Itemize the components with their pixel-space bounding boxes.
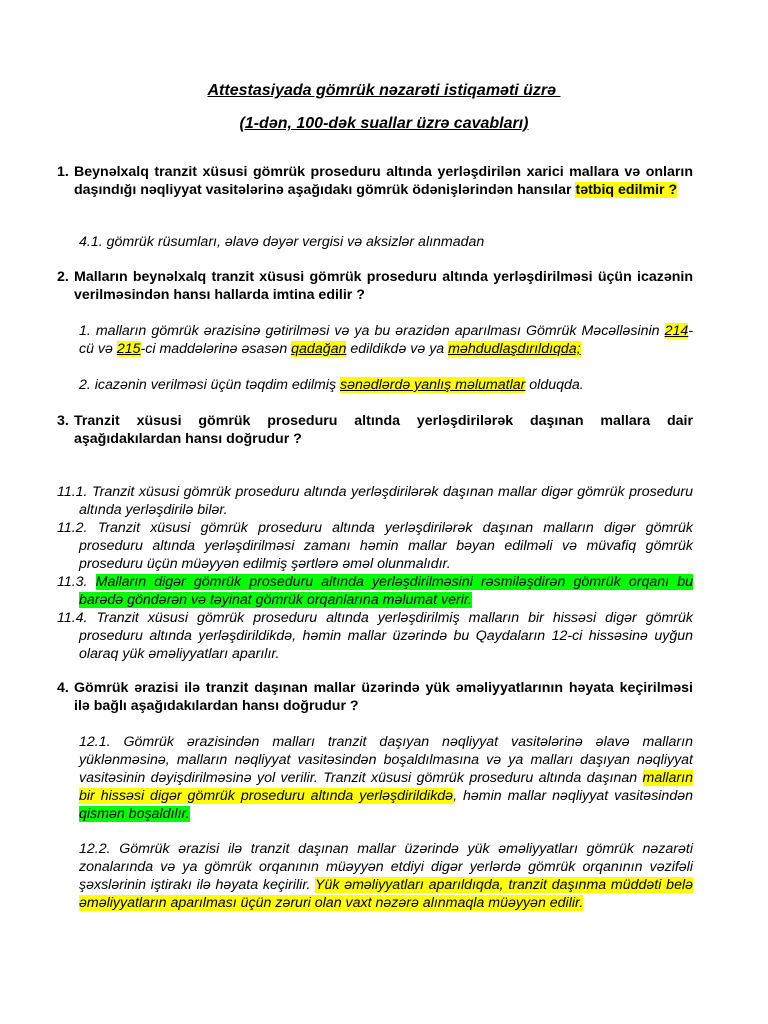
item-number: 11.3. — [57, 574, 88, 590]
answer-text: , həmin mallar nəqliyyat vasitəsindən — [453, 788, 693, 804]
question-number: 1. — [57, 164, 69, 180]
list-item — [57, 609, 693, 663]
answer-4-1 — [79, 733, 693, 823]
answer-1: 4.1. gömrük rüsumları, əlavə dəyər vergisi və aksizlər alınmadan — [79, 234, 485, 250]
item-number: 11.1. — [57, 484, 88, 500]
answer-highlight: sənədlərdə yanlış məlumatlar — [340, 377, 526, 393]
answer-highlight-green: qismən boşaldılır. — [79, 806, 190, 822]
question-1 — [57, 163, 693, 199]
answer-text: 1. malların gömrük ərazisinə gətirilməsi və ya bu ərazidən aparılması Gömrük Məcəlləsinin — [79, 323, 665, 339]
answer-text: olduqda. — [525, 377, 584, 393]
answer-list-3 — [57, 483, 693, 663]
answer-text: edildikdə və ya — [346, 341, 449, 357]
question-number: 3. — [57, 413, 69, 429]
answer-text: 2. icazənin verilməsi üçün təqdim edilmiş — [79, 377, 341, 393]
item-text: Tranzit xüsusi gömrük proseduru altında yerləşdirilərək daşınan mallar digər gömrük proseduru altında yerləşdirilə bilər. — [79, 484, 693, 518]
list-item — [57, 483, 693, 519]
document-title: Attestasiyada gömrük nəzarəti istiqaməti üzrə — [207, 82, 561, 99]
item-text: Tranzit xüsusi gömrük proseduru altında yerləşdirilmiş malların bir hissəsi digər gömrük proseduru altında yerləşdirildikdə, həmin mallar üzərində bu Qaydaların 12-ci hissəsinə uyğun olaraq yük əməliyyatları aparılır. — [79, 610, 693, 662]
list-item — [57, 519, 693, 573]
answer-highlight: malların bir hissəsi digər gömrük proseduru altında yerləşdirildikdə — [79, 770, 693, 804]
document-subtitle: (1-dən, 100-dək suallar üzrə cavabları) — [239, 115, 529, 132]
answer-4-2 — [79, 840, 693, 912]
question-text: Malların beynəlxalq tranzit xüsusi gömrük proseduru altında yerləşdirilməsi üçün icazənin verilməsindən hansı hallarda imtina edilir ? — [74, 269, 693, 303]
item-number: 11.4. — [57, 610, 88, 626]
question-3 — [57, 412, 693, 448]
question-text: Tranzit xüsusi gömrük proseduru altında yerləşdirilərək daşınan mallara dair aşağıdakılardan hansı doğrudur ? — [74, 413, 693, 447]
answer-highlight: 214 — [664, 323, 689, 339]
item-text: Tranzit xüsusi gömrük proseduru altında yerləşdirilərək daşınan malların digər gömrük proseduru altında yerləşdirilməsi zamanı həmin mallar bəyan edilməli və müvafiq gömrük proseduru üçün müəyyən edilmiş şərtlərə əməl olunmalıdır. — [79, 520, 693, 572]
answer-text: 12.2. Gömrük ərazisi ilə tranzit daşınan mallar üzərində yük əməliyyatları gömrük nəzarəti zonalarında və ya gömrük orqanının müəyyən etdiyi digər yerlərdə gömrük orqanının vəzifəli şəxslərinin iştirakı ilə həyata keçirilir. — [79, 841, 693, 893]
question-number: 2. — [57, 269, 69, 285]
question-text: Gömrük ərazisi ilə tranzit daşınan mallar üzərində yük əməliyyatlarının həyata keçirilməsi ilə bağlı aşağıdakılardan hansı doğrudur ? — [74, 680, 693, 714]
question-text-plain: Beynəlxalq tranzit xüsusi gömrük proseduru altında yerləşdirilən xarici mallara və onların daşındığı nəqliyyat vasitələrinə aşağıdakı gömrük ödənişlərindən hansılar — [74, 164, 693, 198]
question-2 — [57, 268, 693, 304]
answer-2-2 — [79, 376, 693, 394]
item-text-highlight: Malların digər gömrük proseduru altında yerləşdirilməsini rəsmiləşdirən gömrük orqanı bu barədə göndərən və təyinat gömrük orqanlarına məlumat verir. — [79, 574, 693, 608]
question-number: 4. — [57, 680, 69, 696]
list-item — [57, 573, 693, 609]
answer-highlight: 215 — [116, 341, 141, 357]
answer-text: -cü və — [79, 323, 693, 357]
item-number: 11.2. — [57, 520, 88, 536]
answer-2-1 — [79, 322, 693, 358]
question-4 — [57, 679, 693, 715]
answer-highlight: qadağan — [291, 341, 347, 357]
answer-text: -ci maddələrinə əsasən — [140, 341, 292, 357]
answer-text: 12.1. Gömrük ərazisindən malları tranzit daşıyan nəqliyyat vasitələrinə əlavə malların yüklənməsinə, malların nəqliyyat vasitəsindən boşaldılmasına və ya malları daşıyan nəqliyyat vasitəsinin dəyişdirilməsinə yol verilir. Tranzit xüsusi gömrük proseduru altında daşınan — [79, 734, 693, 786]
answer-highlight: Yük əməliyyatları aparıldıqda, tranzit daşınma müddəti belə əməliyyatların aparılması üçün zəruri olan vaxt nəzərə alınmaqla müəyyən edilir. — [79, 877, 693, 911]
question-text-highlight: tətbiq edilmir ? — [575, 182, 678, 198]
answer-highlight: məhdudlaşdırıldıqda; — [448, 341, 581, 357]
question-text — [57, 163, 693, 199]
